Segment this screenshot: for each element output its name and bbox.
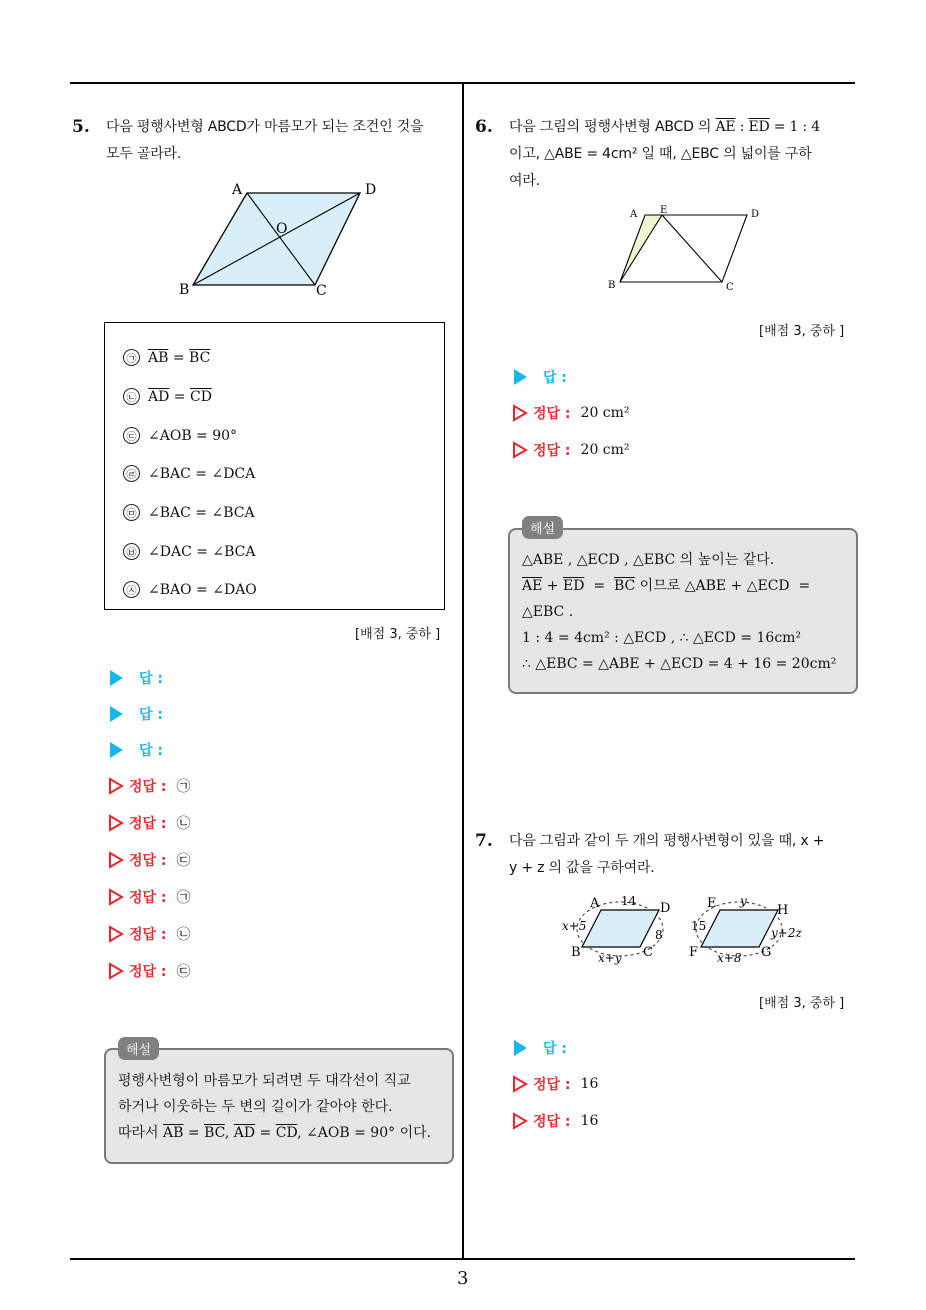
play-icon [514,369,527,385]
label-b: B [179,282,190,298]
correct-label: 정답 : [533,443,571,459]
text: 따라서 [118,1125,164,1141]
label-c: C [316,283,327,299]
correct-label: 정답 : [129,816,167,832]
q7-question-line1: 다음 그림과 같이 두 개의 평행사변형이 있을 때, x + [509,833,825,849]
bottom-rule [70,1258,855,1260]
segment-cd: $\overline{CD}$ [189,388,212,405]
choice-4 [123,465,255,482]
q6-solution-line3: △EBC . [522,604,574,620]
fig2-label-g: G [761,945,772,960]
outline-play-icon [108,925,124,943]
label-d: D [751,209,760,220]
q5-number: 5. [72,117,90,137]
equals-sign: = [584,578,614,594]
correct-label: 정답 : [129,779,167,795]
correct-value: ㉢ [176,853,191,869]
fig2-label-e: E [707,896,717,911]
choice-6-mark: ㉥ [123,543,140,560]
q5-correct-row-5 [108,924,191,944]
q6-solution-box [508,528,858,694]
correct-value: ㉢ [176,964,191,980]
correct-value: 16 [580,1113,599,1129]
correct-label: 정답 : [129,853,167,869]
correct-value: ㉠ [176,890,191,906]
correct-value: 20 cm² [580,442,630,458]
q5-correct-row-3 [108,850,191,870]
segment-ed: $\overline{ED}$ [562,578,585,594]
fig1-left-length: x+5 [562,919,587,933]
plus: + [542,578,563,594]
fig1-right-length: 8 [655,928,663,942]
label-e: E [660,205,668,216]
text: 이다. [395,1125,432,1141]
q7-correct-row-2 [512,1111,598,1131]
outline-play-icon [108,777,124,795]
play-icon [110,742,123,758]
segment-cd: $\overline{CD}$ [275,1125,298,1141]
q7-number: 7. [475,831,493,851]
q6-question [509,114,861,195]
answer-label: 답 : [543,370,567,386]
correct-label: 정답 : [533,1114,571,1130]
q5-correct-row-1 [108,776,191,796]
fig1-label-d: D [660,901,671,916]
fig2-label-f: F [689,945,699,960]
q6-question-line2: 이고, △ABE = 4cm² 일 때, △EBC 의 넓이를 구하 [509,146,812,162]
choice-5-expr: ∠BAC = ∠BCA [148,504,255,521]
q5-question-line1: 다음 평행사변형 ABCD가 마름모가 되는 조건인 것을 [106,119,424,135]
choice-4-expr: ∠BAC = ∠DCA [148,465,256,482]
angle-expr: , ∠AOB = 90° [297,1125,396,1141]
q5-solution-line1: 평행사변형이 마름모가 되려면 두 대각선이 직교 [118,1073,411,1089]
segment-ab: $\overline{AB}$ [163,1125,184,1141]
choice-2 [123,388,212,405]
segment-bc: $\overline{BC}$ [189,349,211,366]
segment-ec [662,215,722,282]
q5-solution-line2: 하거나 이웃하는 두 변의 길이가 같아야 한다. [118,1099,393,1115]
fig1-parallelogram [582,910,659,947]
q5-answer-row-1[interactable] [110,668,163,688]
q5-answer-row-2[interactable] [110,704,163,724]
correct-value: ㉡ [176,927,191,943]
choice-6-expr: ∠DAC = ∠BCA [148,543,256,560]
choice-7-expr: ∠BAO = ∠DAO [148,581,257,598]
fig1-label-c: C [643,945,653,960]
q7-correct-row-1 [512,1074,598,1094]
choice-5-mark: ㉤ [123,504,140,521]
answer-label: 답 : [139,743,163,759]
outline-play-icon [108,814,124,832]
fig2-label-h: H [777,903,789,918]
choice-7 [123,581,257,598]
segment-ad: $\overline{AD}$ [148,388,170,405]
q6-correct-row-2 [512,440,630,460]
q5-solution-box [104,1048,454,1164]
q6-correct-row-1 [512,403,630,423]
q7-question [509,828,861,882]
label-b: B [608,280,616,291]
q5-correct-row-2 [108,813,191,833]
q6-question-line1 [509,114,861,141]
q7-score: [배점 3, 중하 ] [759,996,845,1011]
column-divider [462,82,464,1259]
play-icon [110,670,123,686]
segment-ed: $\overline{ED}$ [748,119,770,135]
q6-parallelogram-figure [600,200,775,295]
q6-solution-line4: 1 : 4 = 4cm² : △ECD , ∴ △ECD = 16cm² [522,630,802,646]
correct-value: ㉡ [176,816,191,832]
answer-label: 답 : [139,707,163,723]
page-number: 3 [457,1268,469,1289]
correct-label: 정답 : [533,406,571,422]
correct-value: ㉠ [176,779,191,795]
q7-parallelograms-figure [555,890,815,970]
q5-rhombus-figure [170,178,400,303]
q5-score: [배점 3, 중하 ] [355,627,441,642]
ratio: = 1 : 4 [769,119,820,135]
outline-play-icon [512,441,528,459]
q6-answer-row[interactable] [514,367,567,387]
correct-label: 정답 : [129,927,167,943]
q7-question-line2: y + z 의 값을 구하여라. [509,860,655,876]
q6-score: [배점 3, 중하 ] [759,324,845,339]
label-d: D [365,182,377,198]
fig1-label-a: A [590,896,600,911]
equals-sign: = [168,349,190,366]
choice-1-mark: ㉠ [123,349,140,366]
segment-bc: $\overline{BC}$ [204,1125,225,1141]
outline-play-icon [108,962,124,980]
q5-choices-box [104,322,445,610]
correct-value: 20 cm² [580,405,630,421]
label-a: A [630,209,638,220]
q5-question-line2: 모두 골라라. [106,146,182,162]
colon: : [735,119,749,135]
choice-5 [123,504,255,521]
fig2-top-length: y [740,894,747,908]
fig1-bottom-length: x+y [598,951,622,965]
play-icon [110,706,123,722]
comma: , [224,1125,234,1141]
q5-answer-row-3[interactable] [110,740,163,760]
segment-ab: $\overline{AB}$ [148,349,169,366]
fig2-left-length: 15 [691,919,707,933]
q5-question [106,114,456,168]
q6-solution-line2 [522,573,810,599]
choice-7-mark: ㉦ [123,581,140,598]
label-a: A [232,182,243,198]
answer-label: 답 : [139,671,163,687]
correct-label: 정답 : [533,1077,571,1093]
outline-play-icon [512,1075,528,1093]
choice-2-mark: ㉡ [123,388,140,405]
choice-4-mark: ㉣ [123,465,140,482]
fig2-bottom-length: x+8 [717,951,742,965]
segment-bc: $\overline{BC}$ [613,578,636,594]
play-icon [514,1040,527,1056]
fig2-parallelogram [701,910,778,947]
label-o: O [276,221,288,237]
q5-correct-row-6 [108,961,191,981]
fig2-right-length: y+2z [771,926,802,940]
q6-solution-line5: ∴ △EBC = △ABE + △ECD = 4 + 16 = 20cm² [522,656,837,672]
correct-value: 16 [580,1076,599,1092]
answer-label: 답 : [543,1041,567,1057]
q7-answer-row[interactable] [514,1038,567,1058]
outline-play-icon [108,851,124,869]
q5-solution-tag: 해설 [118,1037,159,1060]
equals-sign: = [183,1125,205,1141]
text: 다음 그림의 평행사변형 ABCD 의 [509,119,716,135]
correct-label: 정답 : [129,890,167,906]
segment-ae: $\overline{AE}$ [715,119,736,135]
segment-ae: $\overline{AE}$ [522,578,543,594]
q5-solution-line3 [118,1120,431,1146]
segment-ad: $\overline{AD}$ [233,1125,256,1141]
outline-play-icon [512,1112,528,1130]
equals-sign: = [255,1125,276,1141]
fig1-top-length: 14 [621,894,637,908]
q6-solution-line1: △ABE , △ECD , △EBC 의 높이는 같다. [522,552,775,568]
q5-correct-row-4 [108,887,191,907]
q6-solution-tag: 해설 [522,516,563,539]
correct-label: 정답 : [129,964,167,980]
q6-question-line3: 여라. [509,173,540,189]
equals-sign: = [169,388,190,405]
label-c: C [726,282,734,293]
outline-play-icon [512,404,528,422]
outline-play-icon [108,888,124,906]
q6-number: 6. [475,117,493,137]
choice-3-mark: ㉢ [123,427,140,444]
fig1-label-b: B [571,945,581,960]
choice-6 [123,543,256,560]
choice-3 [123,427,237,444]
text: 이므로 △ABE + △ECD = [635,578,811,594]
choice-3-expr: ∠AOB = 90° [148,427,238,444]
choice-1 [123,349,210,366]
